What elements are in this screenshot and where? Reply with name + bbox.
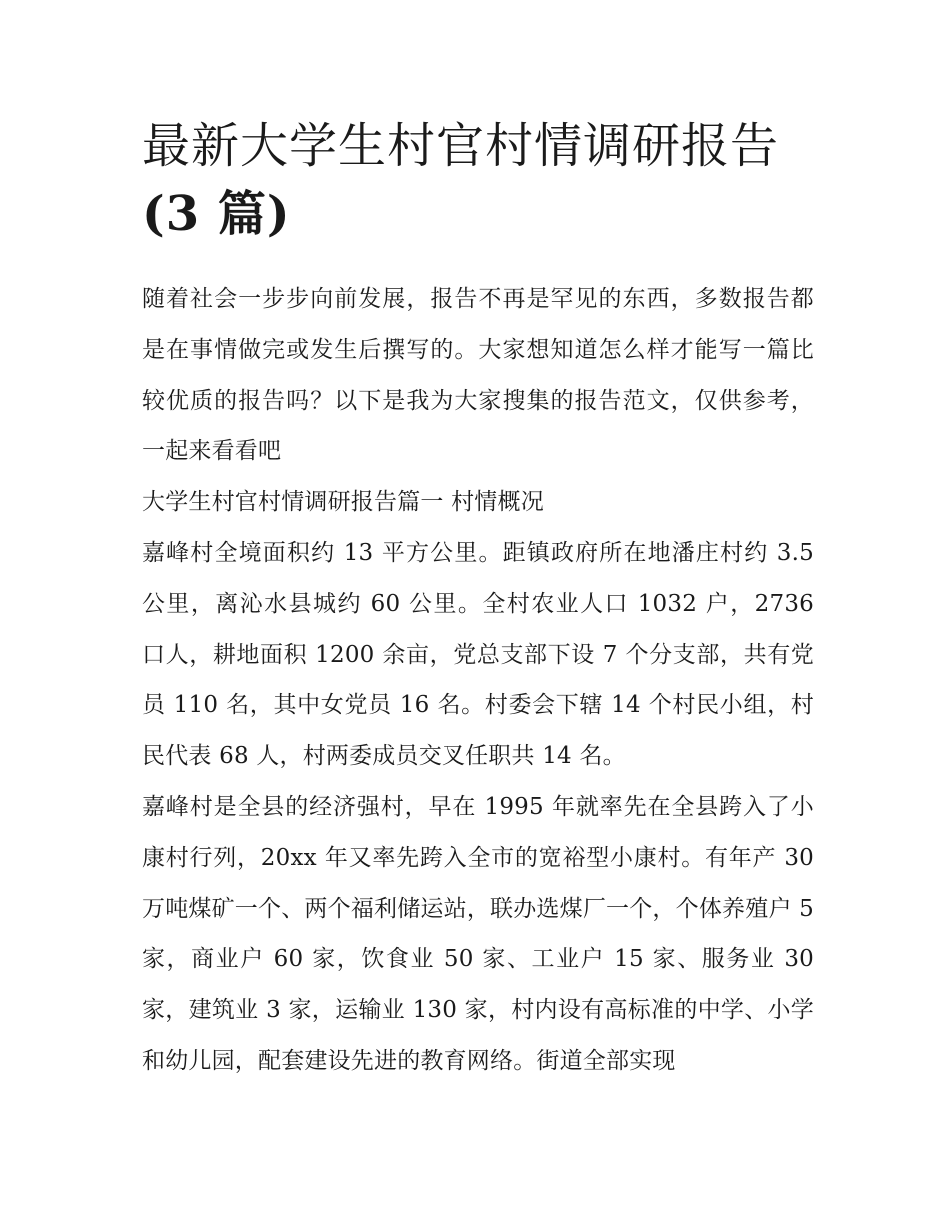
title-line-2: (3 篇) <box>142 186 291 242</box>
document-title <box>142 112 814 248</box>
title-line-1: 最新大学生村官村情调研报告 <box>142 118 780 174</box>
section-heading: 大学生村官村情调研报告篇一 村情概况 <box>142 489 544 516</box>
body-paragraph: 嘉峰村全境面积约 13 平方公里。距镇政府所在地潘庄村约 3.5 公里，离沁水县城约 60 公里。全村农业人口 1032 户，2736 口人，耕地面积 1200 余亩，党总支部下设 7 个分支部，共有党员 110 名，其中女党员 16 名。村委会下辖 14 个村民小组，村民代表 68 人，村两委成员交叉任职共 14 名。 <box>142 539 814 770</box>
document-page <box>142 112 814 1087</box>
intro-paragraph: 随着社会一步步向前发展，报告不再是罕见的东西，多数报告都是在事情做完或发生后撰写的。大家想知道怎么样才能写一篇比较优质的报告吗？以下是我为大家搜集的报告范文，仅供参考，一起来看看吧 <box>142 286 814 465</box>
body-paragraph: 嘉峰村是全县的经济强村，早在 1995 年就率先在全县跨入了小康村行列，20xx 年又率先跨入全市的宽裕型小康村。有年产 30 万吨煤矿一个、两个福利储运站，联办选煤厂一个，个体养殖户 5 家，商业户 60 家，饮食业 50 家、工业户 15 家、服务业 30 家，建筑业 3 家，运输业 130 家，村内设有高标准的中学、小学和幼儿园，配套建设先进的教育网络。街道全部实现 <box>142 793 814 1074</box>
